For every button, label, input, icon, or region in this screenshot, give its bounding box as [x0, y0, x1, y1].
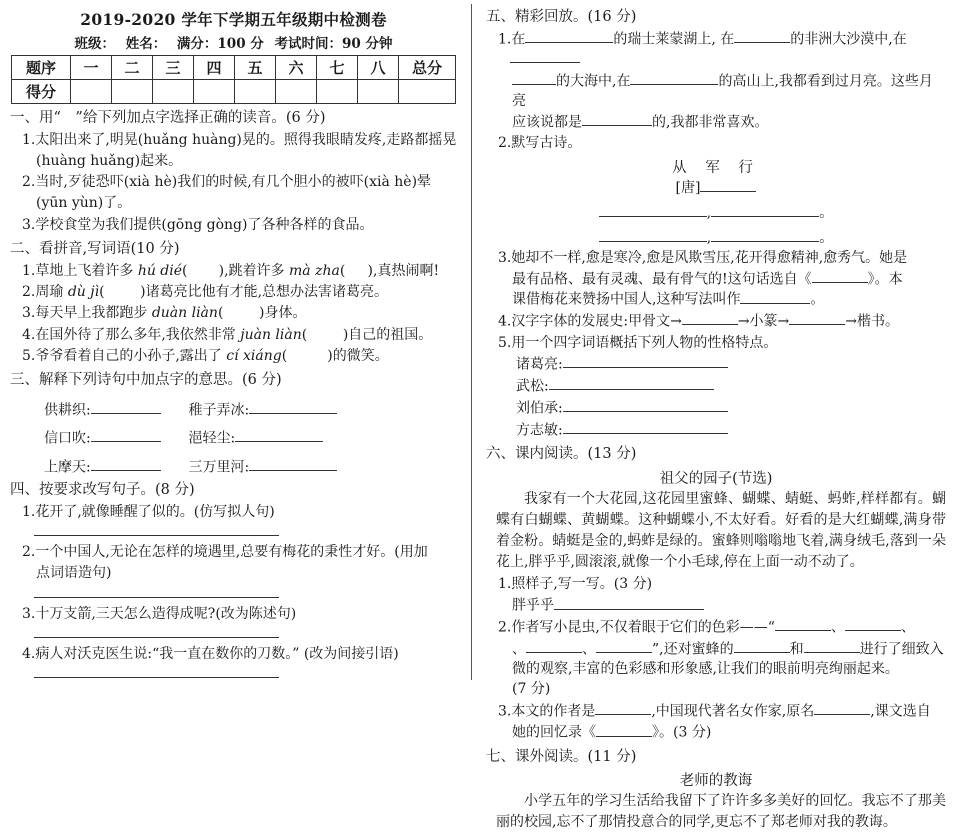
text-fragment: 的大海中,在	[556, 73, 631, 90]
section-four-item-4: 4.病人对沃克医生说:“我一直在数你的刀数。” (改为间接引语)	[22, 645, 399, 662]
section-six-item-1-sample	[512, 595, 946, 616]
section-one-item-2-cont: (yūn yùn)了。	[36, 195, 132, 212]
section-six-passage-text: 我家有一个大花园,这花园里蜜蜂、蝴蝶、蜻蜓、蚂蚱,样样都有。蝴蝶有白蝴蝶、黄蝴蝶。这种蝴蝶小,不太好看。好看的是大红蝴蝶,满身带着金粉。蜻蜓是金的,蚂蚱是绿的。蜜蜂则嗡嗡地飞着,满身绒毛,落到一朵花上,胖乎乎,圆滚滚,就像一个小毛球,停在上面一动不动了。	[496, 491, 946, 571]
text-fragment: 2.作者写小昆虫,不仅着眼于它们的色彩——“	[498, 619, 775, 636]
section-two-item-4	[22, 325, 457, 345]
score-cell-5[interactable]	[235, 80, 276, 104]
fill-blank[interactable]	[734, 29, 790, 43]
fill-blank[interactable]	[804, 639, 860, 653]
exam-time-label: 考试时间：90 分钟	[274, 36, 393, 52]
fill-blank[interactable]	[596, 639, 652, 653]
section-two-item-2	[22, 282, 457, 302]
explain-label: 供耕织:	[44, 401, 91, 418]
answer-rule-2[interactable]	[34, 597, 279, 598]
text-fragment: 、	[830, 619, 845, 636]
col-header-6: 六	[276, 56, 317, 80]
section-six-item-2-points: (7 分)	[512, 681, 551, 698]
score-cell-8[interactable]	[358, 80, 399, 104]
text-fragment: ,课文选自	[870, 703, 931, 719]
explain-label: 浥轻尘:	[188, 430, 236, 447]
col-header-5: 五	[235, 56, 276, 80]
fill-blank[interactable]	[812, 269, 868, 283]
section-two-item-1	[22, 261, 457, 281]
poem-separator: ,	[706, 229, 712, 246]
item-text-pre: 4.在国外待了那么多年,我依然非常	[22, 326, 241, 343]
section-one-heading: 一、用“ ”给下列加点字选择正确的读音。(6 分)	[10, 110, 326, 126]
character-blank[interactable]	[563, 398, 728, 412]
answer-rule-1[interactable]	[34, 535, 279, 536]
explain-item-yiqingchen	[188, 428, 323, 447]
page-title: 2019-2020 学年下学期五年级期中检测卷	[80, 10, 387, 29]
item-text-post: 的微笑。	[332, 347, 389, 364]
explain-label: 稚子弄冰:	[188, 401, 250, 418]
answer-paren-1[interactable]: ( )	[217, 305, 265, 322]
section-one-item-2: 2.当时,歹徒恐吓(xià hè)我们的时候,有几个胆小的被吓(xià hè)晕	[22, 174, 432, 191]
text-fragment: 1.在	[498, 30, 526, 47]
text-fragment: 最有品格、最有灵魂、最有骨气的!这句话选自《	[512, 271, 812, 288]
section-three-heading: 三、解释下列诗句中加点字的意思。(6 分)	[10, 372, 282, 389]
sample-word: 胖乎乎	[512, 597, 554, 614]
score-cell-7[interactable]	[317, 80, 358, 104]
explain-item-zhizi-nongbing	[188, 400, 337, 419]
character-blank[interactable]	[549, 376, 714, 390]
item-text-post: 自己的祖国。	[348, 326, 433, 343]
explain-label: 三万里河:	[188, 458, 250, 475]
character-row-wusong	[516, 376, 946, 397]
fill-blank[interactable]	[526, 639, 582, 653]
fill-blank[interactable]	[595, 701, 651, 715]
poem-author	[486, 177, 946, 197]
fill-blank[interactable]	[630, 71, 718, 85]
score-cell-3[interactable]	[153, 80, 194, 104]
character-label: 诸葛亮:	[516, 356, 563, 373]
text-fragment: 3.本文的作者是	[498, 703, 596, 719]
item-text-pre: 5.爷爷看着自己的小孙子,露出了	[22, 347, 227, 364]
poem-separator: 。	[819, 204, 834, 221]
explain-blank[interactable]	[91, 400, 161, 414]
poem-blank[interactable]	[599, 202, 707, 216]
right-column	[472, 0, 956, 833]
poem-author-blank[interactable]	[700, 177, 756, 191]
table-row-score	[12, 80, 456, 104]
text-fragment: 》。(3 分)	[652, 724, 712, 741]
pinyin-1: cí xiáng	[226, 347, 282, 364]
explain-item-gong-geng-zhi	[44, 400, 184, 419]
answer-paren-2[interactable]: ( )	[339, 262, 374, 279]
character-blank[interactable]	[563, 354, 728, 368]
poem-title: 从 军 行	[672, 159, 760, 176]
text-fragment: ”,还对蜜蜂的	[652, 640, 734, 657]
section-six-item-3-line-2	[512, 722, 946, 743]
explain-item-xinkouchui	[44, 428, 184, 447]
pinyin-1: duàn liàn	[151, 305, 218, 322]
col-header-7: 七	[317, 56, 358, 80]
poem-separator: 。	[819, 229, 834, 246]
text-fragment: 的,我都非常喜欢。	[652, 113, 769, 130]
text-fragment: 》。本	[867, 271, 903, 288]
fill-blank[interactable]	[554, 595, 704, 609]
section-six-heading: 六、课内阅读。(13 分)	[486, 446, 637, 463]
section-five-item-3-line-1: 3.她却不一样,愈是寒冷,愈是风欺雪压,花开得愈精神,愈秀气。她是	[498, 249, 908, 266]
text-fragment: 的高山上,我都看到过月亮。这些月亮	[512, 73, 933, 110]
section-three-row-3	[44, 457, 457, 476]
fill-blank[interactable]	[512, 71, 556, 85]
text-fragment: 她的回忆录《	[512, 724, 596, 741]
explain-label: 信口吹:	[44, 430, 91, 447]
item-text-pre: 1.草地上飞着许多	[22, 262, 138, 279]
text-fragment: →楷书。	[845, 313, 900, 330]
section-five-heading: 五、精彩回放。(16 分)	[486, 9, 637, 25]
fill-blank[interactable]	[845, 617, 901, 631]
fill-blank[interactable]	[775, 617, 831, 631]
text-fragment: ,中国现代著名女作家,原名	[651, 703, 815, 719]
exam-meta	[10, 32, 457, 52]
character-label: 刘伯承:	[516, 399, 563, 416]
fill-blank[interactable]	[682, 311, 738, 325]
answer-paren-1[interactable]: ( )	[281, 347, 333, 364]
fill-blank[interactable]	[582, 112, 652, 126]
character-label: 武松:	[516, 378, 549, 395]
poem-separator: ,	[706, 204, 712, 221]
section-one-item-1-cont: (huàng huǎng)起来。	[36, 152, 183, 169]
character-label: 方志敏:	[516, 421, 563, 438]
text-fragment: 的非洲大沙漠中,在	[790, 30, 907, 47]
score-cell-2[interactable]	[112, 80, 153, 104]
item-text-pre: 2.周瑜	[22, 283, 68, 300]
character-row-fangzhimin	[516, 420, 946, 441]
text-fragment: 的瑞士莱蒙湖上, 在	[613, 30, 735, 47]
fill-blank[interactable]	[734, 639, 790, 653]
section-one-item-3: 3.学校食堂为我们提供(gōng gòng)了各种各样的食品。	[22, 216, 374, 233]
section-two-item-3	[22, 303, 457, 323]
explain-blank[interactable]	[235, 428, 323, 442]
section-two-item-5	[22, 346, 457, 366]
text-fragment: 应该说都是	[512, 113, 582, 130]
section-four-item-2-cont: 点词语造句)	[36, 565, 112, 582]
section-seven-passage-title: 老师的教诲	[679, 773, 753, 790]
name-label: 姓名：	[125, 36, 167, 52]
left-column	[0, 0, 471, 684]
col-header-4: 四	[194, 56, 235, 80]
text-fragment: 。	[810, 291, 825, 308]
section-six-item-3-line-1	[498, 701, 946, 722]
text-fragment: 、	[900, 619, 915, 636]
fill-blank[interactable]	[789, 311, 845, 325]
text-fragment: 进行了细致入	[859, 640, 944, 657]
table-row-question-order	[12, 56, 456, 80]
fill-blank[interactable]	[740, 289, 810, 303]
explain-item-sanwanlihe	[188, 457, 337, 476]
score-cell-6[interactable]	[276, 80, 317, 104]
item-text-post: ,真热闹啊!	[373, 262, 440, 279]
poem-blank[interactable]	[599, 227, 707, 241]
section-six-item-2-line-1	[498, 617, 946, 638]
section-six-item-2-line-2	[512, 639, 946, 660]
col-header-1: 一	[71, 56, 112, 80]
class-label: 班级：	[74, 36, 115, 52]
row-label-question-order: 题序	[12, 56, 71, 80]
explain-blank[interactable]	[91, 428, 161, 442]
explain-blank[interactable]	[249, 457, 337, 471]
character-row-liubocheng	[516, 398, 946, 419]
text-fragment: 和	[789, 640, 804, 657]
answer-rule-4[interactable]	[34, 677, 279, 678]
fill-blank[interactable]	[525, 29, 613, 43]
text-fragment: 课借梅花来赞扬中国人,这种写法叫作	[512, 291, 741, 308]
score-cell-total[interactable]	[399, 80, 456, 104]
fill-blank[interactable]	[510, 49, 580, 63]
section-five-item-5: 5.用一个四字词语概括下列人物的性格特点。	[498, 334, 778, 351]
col-header-3: 三	[153, 56, 194, 80]
text-fragment: →小篆→	[737, 313, 790, 330]
text-fragment: 4.汉字字体的发展史:甲骨文→	[498, 313, 682, 330]
section-five-item-1-line-1	[498, 29, 946, 70]
character-row-zhugeliang	[516, 354, 946, 375]
poem-dynasty-label: [唐]	[675, 179, 701, 196]
character-blank[interactable]	[563, 420, 728, 434]
section-five-item-3-line-3	[512, 289, 946, 310]
section-two-heading: 二、看拼音,写词语(10 分)	[10, 241, 180, 258]
pinyin-1: juàn liàn	[240, 326, 302, 343]
section-three-row-2	[44, 428, 457, 447]
section-five-item-1-line-3	[512, 112, 946, 133]
section-four-item-1: 1.花开了,就像睡醒了似的。(仿写拟人句)	[22, 503, 275, 520]
section-five-item-1-line-2	[512, 71, 946, 112]
item-text-mid: ,跳着许多	[224, 262, 290, 279]
score-cell-1[interactable]	[71, 80, 112, 104]
section-four-heading: 四、按要求改写句子。(8 分)	[10, 482, 195, 499]
section-five-item-4	[498, 311, 946, 332]
answer-paren-1[interactable]: ( )	[301, 326, 349, 343]
explain-item-shangmotian	[44, 457, 184, 476]
fill-blank[interactable]	[814, 701, 870, 715]
answer-rule-3[interactable]	[34, 637, 279, 638]
section-six-item-1: 1.照样子,写一写。(3 分)	[498, 576, 653, 593]
item-text-post: 诸葛亮比他有才能,总想办法害诸葛亮。	[145, 283, 389, 300]
section-six-item-2-line-3: 微的观察,丰富的色彩感和形象感,让我们的眼前明亮绚丽起来。	[512, 661, 899, 678]
fill-blank[interactable]	[596, 722, 652, 736]
score-cell-4[interactable]	[194, 80, 235, 104]
poem-blank[interactable]	[711, 227, 819, 241]
answer-paren-1[interactable]: ( )	[182, 262, 225, 279]
section-seven-passage-text: 小学五年的学习生活给我留下了许许多多美好的回忆。我忘不了那美丽的校园,忘不了那情投意合的同学,更忘不了郑老师对我的教诲。	[496, 793, 946, 831]
section-seven-heading: 七、课外阅读。(11 分)	[486, 748, 637, 765]
full-score-label: 满分：100 分	[176, 36, 264, 52]
col-header-8: 八	[358, 56, 399, 80]
section-four-item-3: 3.十万支箭,三天怎么造得成呢?(改为陈述句)	[22, 605, 297, 622]
col-header-total: 总分	[399, 56, 456, 80]
score-table	[11, 55, 456, 104]
explain-label: 上摩天:	[44, 458, 91, 475]
item-text-pre: 3.每天早上我都跑步	[22, 305, 152, 322]
answer-paren-1[interactable]: ( )	[99, 283, 146, 300]
pinyin-1: hú dié	[137, 262, 183, 279]
poem-answer-line-2	[486, 227, 946, 247]
poem-answer-line-1	[486, 202, 946, 222]
section-five-item-3-line-2	[512, 269, 946, 290]
text-fragment: 、	[582, 640, 596, 657]
section-five-item-2: 2.默写古诗。	[498, 135, 582, 152]
row-label-score: 得分	[12, 80, 71, 104]
section-one-item-1: 1.太阳出来了,明晃(huǎng huàng)晃的。照得我眼睛发疼,走路都摇晃	[22, 131, 457, 148]
explain-blank[interactable]	[249, 400, 337, 414]
explain-blank[interactable]	[91, 457, 161, 471]
pinyin-1: dù jì	[67, 283, 100, 300]
col-header-2: 二	[112, 56, 153, 80]
section-three-row-1	[44, 400, 457, 419]
text-fragment: 、	[512, 640, 526, 657]
item-text-post: 身体。	[264, 305, 307, 322]
section-four-item-2: 2.一个中国人,无论在怎样的境遇里,总要有梅花的秉性才好。(用加	[22, 543, 428, 560]
pinyin-2: mà zha	[289, 262, 340, 279]
poem-blank[interactable]	[711, 202, 819, 216]
section-six-passage-title: 祖父的园子(节选)	[659, 471, 773, 488]
